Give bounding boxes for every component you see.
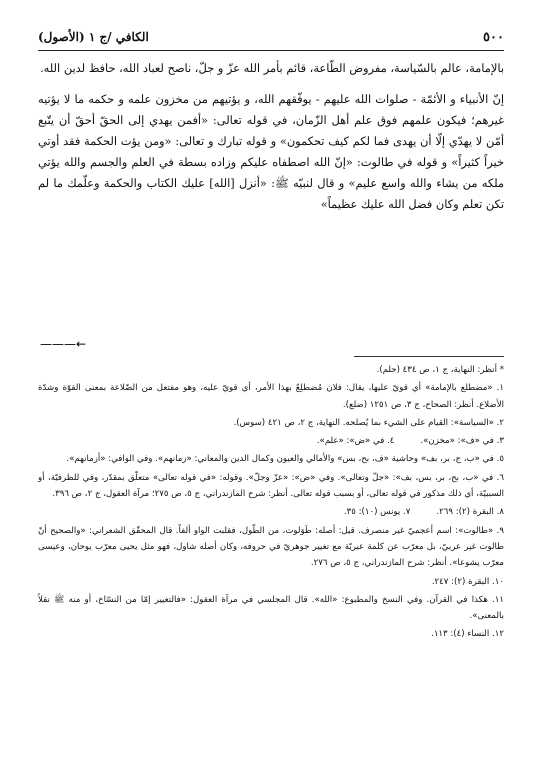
footnote-4: ٤. في «ض»: «علم». (316, 436, 395, 447)
continuation-arrow: ←——— (40, 337, 87, 351)
footnote-1: ١. «مضطلع بالإمامة» أي قويّ عليها، يقال: فلان مُضطلِعٌ بهذا الأمر، أي قويّ عليه، وهو مفتعل من الضّلاعة بمعنى القوّة وشدّة الأضلاع. أنظر: الصحاح، ج ٣، ص ١٢٥١ (ضلع). (38, 383, 504, 410)
footnote-10: ١٠. البقرة (٢): ٢٤٧. (431, 576, 504, 587)
footnote-row-7-8 (38, 504, 504, 520)
footnote-12: ١٢. النساء (٤): ١١٣. (431, 629, 504, 640)
footnote-row-3-4 (38, 433, 504, 449)
paragraph-2: إنّ الأنبياء و الأئمّة - صلوات الله عليهم - يوفّقهم الله، و يؤتيهم من مخزون علمه و حكمه ما لا يؤتيه غيرهم؛ فيكون علمهم فوق علم أهل الزّمان، في قوله تعالى: «أفمن يهدي إلى الحقّ أحقّ أن يتّبع أمّن لا يهدّي إلّا أن يهدى فما لكم كيف تحكمون» و قوله تبارك و تعالى: «ومن يؤت الحكمة فقد أوتي خيراً كثيراً» و قوله في طالوت: «إنّ الله اصطفاه عليكم وزاده بسطة في العلم والجسم والله يؤتي ملكه من يشاء والله واسع عليم» و قال لنبيّه ﷺ: «أنزل [الله] عليك الكتاب والحكمة وعلّمك ما لم تكن تعلم وكان فضل الله عليك عظيماً» (38, 92, 504, 211)
footnote-9: ٩. «طالوت»: اسم أعجميّ غير منصرف. قيل: أصله: طَوَلوت، من الطّول، فقلبت الواو ألفاً. قال المحقّق الشعراني: «والصحيح أنّ طالوت غير عربيّ، بل معرّب عن كلمة عبريّة مع تغيير جوهريّ في حروفه، وكان أصله شاول، فهو مثل يحيى معرّب يوحان، وعيسى معرّب يشوعا». أنظر: شرح المازندراني، ج ٥، ص ٢٧٦. (38, 525, 504, 569)
main-text (38, 58, 504, 215)
footnote-3: ٣. في «ف»: «مخزن». (420, 436, 504, 447)
footnote-8: ٨. البقرة (٢): ٢٦٩. (436, 507, 504, 518)
footnote-7: ٧. يونس (١٠): ٣٥. (343, 507, 411, 518)
footnote-5: ٥. في «ب، ج، بر، بف» وحاشية «ف، بح، بس» والأمالي والعيون وكمال الدين والمعاني: «زمانهم». وفي الوافي: «أزمانهم». (66, 454, 504, 465)
footnote-2: ٢. «السياسة»: القيام على الشيء بما يُصلحه. النهاية، ج ٢، ص ٤٢١ (سوس). (233, 417, 504, 428)
running-title: الكافي /ج ١ (الأصول) (38, 30, 149, 44)
paragraph-1: بالإمامة، عالم بالسّياسة، مفروض الطّاعة، قائم بأمر الله عزّ و جلّ، ناصح لعباد الله، حافظ لدين الله. (40, 61, 504, 75)
page-number: ٥٠٠ (483, 30, 504, 45)
footnote-6: ٦. في «ب، بح، بر، بس، بف»: «جلّ وتعالى». وفي «ض»: «عزّ وجلّ». وقوله: «في قوله تعالى» متعلّق بمقدّر، وفي للظرفيّة، أو السببيّة، أي ذلك مذكور في قوله تعالى، أو بسبب قوله تعالى. أنظر: شرح المازندراني، ج ٥، ص ٢٧٥؛ مرآة العقول، ج ٢، ص ٣٩٦. (38, 472, 504, 500)
footnotes (38, 362, 504, 645)
footnote-11: ١١. هكذا في القرآن. وفي النسخ والمطبوع: «الله». قال المجلسي في مرآة العقول: «فالتغيير إمّا من النسّاخ، أو منه ﷺ نقلاً بالمعنى». (38, 594, 504, 622)
page-header (38, 28, 504, 51)
footnote-separator (354, 356, 504, 357)
footnote-source: * أنظر: النهاية، ج ١، ص ٤٣٤ (حلم). (376, 365, 504, 375)
